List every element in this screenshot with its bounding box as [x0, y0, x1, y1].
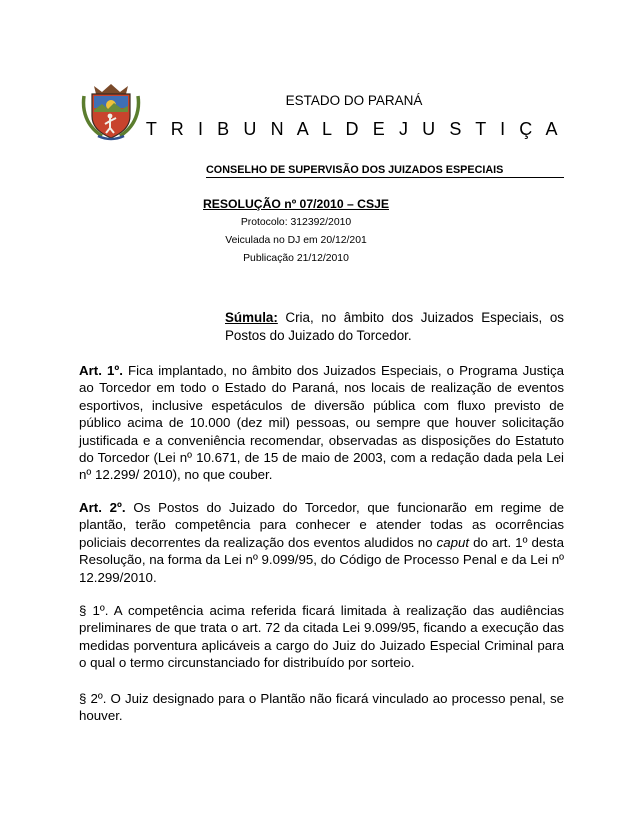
resolution-block	[0, 196, 592, 267]
paragraph-1: § 1º. A competência acima referida ficará limitada à realização das audiências preliminares de que trata o art. 72 da citada Lei 9.099/95, ficando a execução das medidas porventura aplicáveis a cargo do Juiz do Juizado Especial Criminal para o qual o termo circunstanciado for distribuído por sorteio.	[79, 603, 564, 671]
council-name: CONSELHO DE SUPERVISÃO DOS JUIZADOS ESPECIAIS	[206, 164, 504, 176]
article-2-label: Art. 2º.	[79, 500, 126, 515]
article-1	[79, 362, 564, 484]
sumula-text: Cria, no âmbito dos Juizados Especiais, os Postos do Juizado do Torcedor.	[225, 310, 564, 343]
article-1-label: Art. 1º.	[79, 363, 123, 378]
article-2-text-after: do art. 1º desta Resolução, na forma da Lei nº 9.099/95, do Código de Processo Penal e da Lei nº 12.299/2010.	[79, 534, 565, 585]
dj-publication: Veiculada no DJ em 20/12/201	[225, 235, 367, 246]
sumula-paragraph	[225, 309, 564, 345]
protocol-number: Protocolo: 312392/2010	[240, 217, 352, 228]
header-divider	[206, 177, 564, 178]
state-name: ESTADO DO PARANÁ	[285, 93, 423, 108]
article-2-text-before: Os Postos do Juizado do Torcedor, que funcionarão em regime de plantão, terão competência para conhecer e atender todas as ocorrências policiais decorrentes da realização dos eventos aludidos no	[79, 500, 564, 550]
article-2-italic: caput	[436, 534, 470, 550]
article-2	[79, 499, 564, 586]
publication-date: Publicação 21/12/2010	[243, 253, 349, 264]
court-name: T R I B U N A L D E J U S T I Ç A	[145, 119, 563, 139]
paragraph-2: § 2º. O Juiz designado para o Plantão não ficará vinculado ao processo penal, se houver.	[79, 691, 564, 724]
resolution-title: RESOLUÇÃO nº 07/2010 – CSJE	[203, 197, 389, 211]
article-1-text: Fica implantado, no âmbito dos Juizados Especiais, o Programa Justiça ao Torcedor em todo o Estado do Paraná, nos locais de realização de eventos esportivos, inclusive espetáculos de diversão pública com fluxo previsto de público acima de 10.000 (dez mil) pessoas, ou sempre que houver solicitação justificada e a conveniência recomendar, observadas as disposições do Estatuto do Torcedor (Lei nº 10.671, de 15 de maio de 2003, com a redação dada pela Lei nº 12.299/ 2010), no que couber.	[79, 363, 564, 483]
sumula-label: Súmula:	[225, 310, 278, 325]
